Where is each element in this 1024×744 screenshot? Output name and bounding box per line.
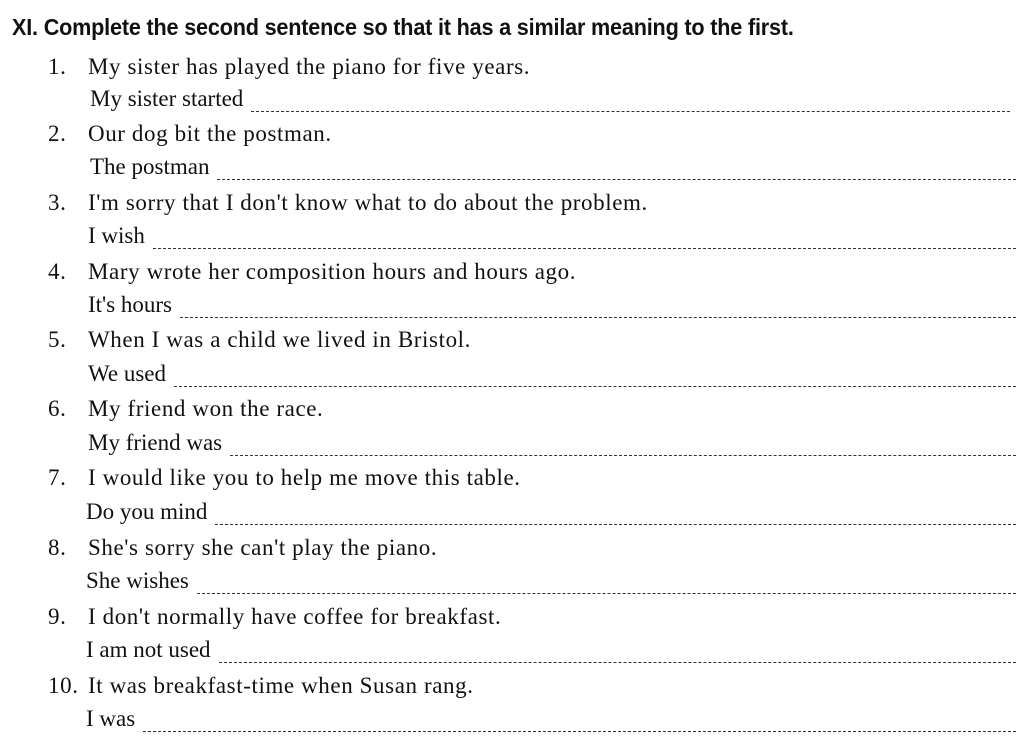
item-9-answer[interactable]	[86, 637, 1016, 663]
item-number: 5.	[48, 327, 67, 352]
sentence-text: Our dog bit the postman.	[88, 121, 332, 146]
answer-blank[interactable]	[174, 368, 1016, 387]
answer-blank[interactable]	[219, 644, 1016, 663]
answer-prompt: My friend was	[88, 430, 223, 455]
sentence-text: When I was a child we lived in Bristol.	[88, 327, 472, 352]
answer-prompt: I am not used	[86, 637, 211, 662]
item-5-sentence	[48, 327, 471, 353]
item-5-answer[interactable]	[88, 361, 1016, 387]
answer-blank[interactable]	[230, 437, 1016, 456]
answer-prompt: I was	[86, 706, 136, 731]
sentence-text: My friend won the race.	[88, 396, 324, 421]
answer-blank[interactable]	[197, 575, 1016, 594]
sentence-text: I'm sorry that I don't know what to do about the problem.	[88, 190, 648, 215]
answer-blank[interactable]	[180, 299, 1016, 318]
sentence-text: My sister has played the piano for five years.	[88, 54, 531, 79]
answer-blank[interactable]	[251, 93, 1010, 112]
item-number: 9.	[48, 604, 67, 629]
item-number: 4.	[48, 259, 67, 284]
item-3-sentence	[48, 190, 648, 216]
answer-prompt: The postman	[90, 154, 210, 179]
item-number: 2.	[48, 121, 67, 146]
item-3-answer[interactable]	[88, 223, 1016, 249]
answer-prompt: She wishes	[86, 568, 189, 593]
item-2-answer[interactable]	[90, 154, 1016, 180]
item-number: 1.	[48, 54, 67, 79]
answer-blank[interactable]	[215, 506, 1016, 525]
item-number: 3.	[48, 190, 67, 215]
answer-blank[interactable]	[217, 161, 1016, 180]
item-9-sentence	[48, 604, 501, 630]
answer-blank[interactable]	[153, 230, 1016, 249]
item-number: 8.	[48, 535, 67, 560]
item-1-sentence	[48, 54, 530, 80]
answer-prompt: Do you mind	[86, 499, 208, 524]
item-7-answer[interactable]	[86, 499, 1016, 525]
item-8-sentence	[48, 535, 437, 561]
exercise-heading: XI. Complete the second sentence so that it has a similar meaning to the first.	[12, 14, 794, 40]
item-number: 7.	[48, 465, 67, 490]
sentence-text: I don't normally have coffee for breakfast.	[88, 604, 502, 629]
answer-prompt: We used	[88, 361, 166, 386]
item-2-sentence	[48, 121, 332, 147]
answer-prompt: My sister started	[90, 86, 244, 111]
sentence-text: She's sorry she can't play the piano.	[88, 535, 438, 560]
answer-prompt: It's hours	[88, 292, 173, 317]
item-7-sentence	[48, 465, 521, 491]
item-6-answer[interactable]	[88, 430, 1016, 456]
sentence-text: It was breakfast-time when Susan rang.	[88, 673, 474, 698]
item-10-sentence	[48, 673, 474, 699]
item-number: 10.	[48, 673, 79, 698]
sentence-text: I would like you to help me move this table.	[88, 465, 521, 490]
item-1-answer[interactable]	[90, 86, 1010, 112]
sentence-text: Mary wrote her composition hours and hours ago.	[88, 259, 577, 284]
item-6-sentence	[48, 396, 323, 422]
item-4-sentence	[48, 259, 576, 285]
item-10-answer[interactable]	[86, 706, 1016, 732]
item-number: 6.	[48, 396, 67, 421]
item-8-answer[interactable]	[86, 568, 1016, 594]
item-4-answer[interactable]	[88, 292, 1016, 318]
answer-blank[interactable]	[143, 713, 1016, 732]
answer-prompt: I wish	[88, 223, 145, 248]
